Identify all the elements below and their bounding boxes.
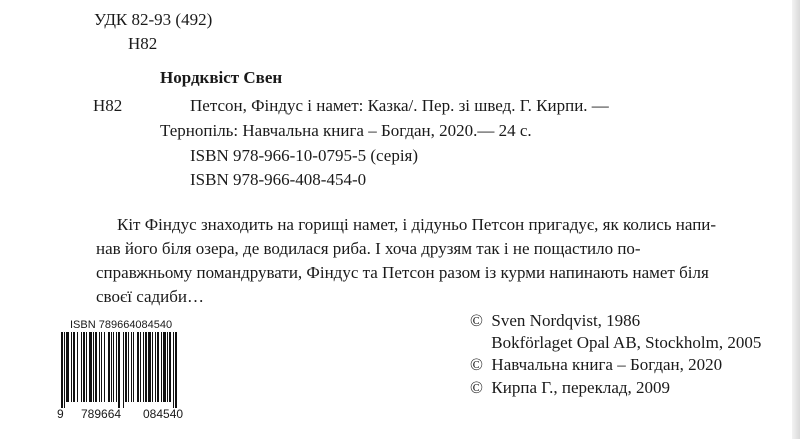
copyright-line-3: © Навчальна книга – Богдан, 2020 (470, 355, 723, 374)
barcode-bar (99, 332, 100, 402)
barcode-digits-group1: 789664 (81, 407, 122, 421)
copyright-line-2: Bokförlaget Opal AB, Stockholm, 2005 (470, 333, 762, 352)
page-edge-shadow (792, 0, 800, 439)
barcode-bar (133, 332, 134, 402)
barcode-bar (155, 332, 156, 402)
barcode-bar (175, 332, 177, 408)
barcode-digit-first: 9 (57, 407, 64, 421)
barcode-isbn-label: ISBN 789664084540 (70, 319, 173, 331)
barcode-bar (143, 332, 144, 402)
imprint-line: Тернопіль: Навчальна книга – Богдан, 2020.— 24 с. (160, 121, 532, 140)
isbn-book: ISBN 978-966-408-454-0 (190, 170, 367, 189)
barcode-bar (131, 332, 132, 402)
barcode-bar (161, 332, 162, 402)
barcode-bar (101, 332, 102, 402)
barcode-bar (118, 332, 120, 408)
isbn-series: ISBN 978-966-10-0795-5 (серія) (190, 146, 419, 165)
barcode-bar (157, 332, 159, 402)
barcode-bar (61, 332, 63, 408)
barcode-bar (86, 332, 87, 402)
barcode-bar (95, 332, 97, 402)
annotation-line-1: Кіт Фіндус знаходить на горищі намет, і дідуньо Петсон пригадує, як колись напи- (117, 215, 717, 234)
barcode-bars (57, 332, 207, 412)
copyright-line-1: © Sven Nordqvist, 1986 (470, 311, 641, 330)
barcode-bar (140, 332, 141, 402)
barcode-bar (148, 332, 151, 402)
annotation-line-4: своєї садиби… (96, 287, 205, 306)
author-mark-top: Н82 (128, 34, 158, 53)
barcode-bar (169, 332, 171, 402)
annotation-line-2: нав його біля озера, де водилася риба. І хоча друзям так і не пощастило по- (96, 239, 641, 258)
barcode-bar (71, 332, 72, 402)
barcode-bar (83, 332, 85, 402)
barcode-bar (173, 332, 174, 408)
barcode-bar (145, 332, 147, 402)
barcode-bar (81, 332, 82, 402)
barcode-bar (108, 332, 110, 402)
barcode-bar (111, 332, 112, 402)
barcode-digits-group2: 084540 (143, 407, 184, 421)
annotation-line-3: справжньому помандрувати, Фіндус та Петсон разом із курми напинають намет біля (96, 263, 709, 282)
author-name: Нордквіст Свен (160, 68, 283, 87)
barcode-bar (77, 332, 78, 402)
barcode-bar (89, 332, 92, 402)
barcode-bar (64, 332, 65, 408)
barcode-bar (137, 332, 139, 402)
barcode-bar (152, 332, 153, 402)
barcode-bar (73, 332, 75, 402)
barcode-bar (93, 332, 94, 402)
author-mark: Н82 (93, 96, 123, 115)
barcode-bar (113, 332, 114, 402)
barcode-bar (123, 332, 124, 408)
udk-code: УДК 82-93 (492) (94, 10, 213, 29)
barcode-bar (163, 332, 166, 402)
barcode-bar (66, 332, 69, 402)
barcode-bar (128, 332, 129, 402)
barcode-bar (125, 332, 127, 402)
isbn-barcode (57, 318, 207, 430)
barcode-bar (116, 332, 117, 402)
copyright-line-4: © Кирпа Г., переклад, 2009 (470, 378, 671, 397)
title-line: Петсон, Фіндус і намет: Казка/. Пер. зі швед. Г. Кирпи. — (190, 96, 609, 115)
barcode-bar (104, 332, 105, 402)
barcode-bar (167, 332, 168, 402)
